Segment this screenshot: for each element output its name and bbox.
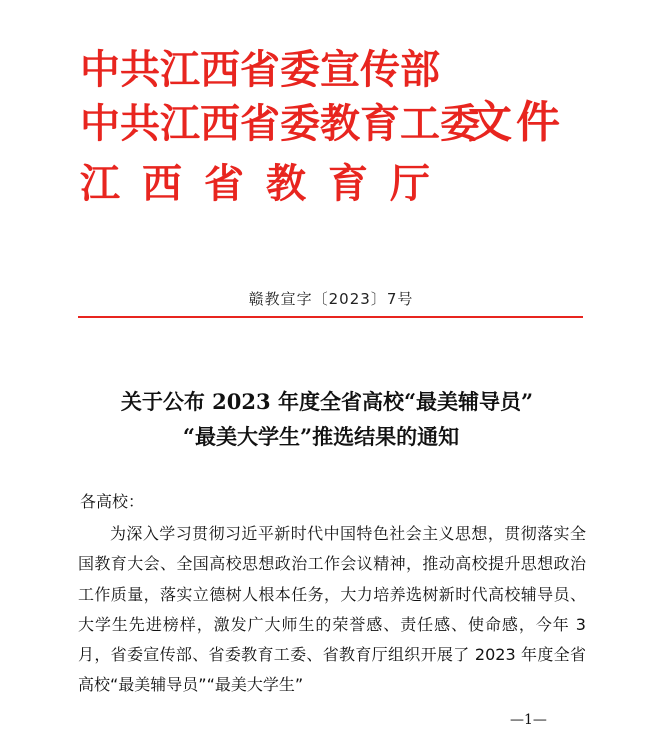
- issuer-line-education-committee: 中共江西省委教育工委: [80, 100, 480, 147]
- document-title-line-2: “最美大学生”推选结果的通知: [182, 424, 460, 449]
- issuer-line-education-dept: 江西省教育厅: [80, 160, 452, 207]
- document-number: 赣教宣字〔2023〕7号: [248, 290, 414, 308]
- document-title-line-1: 关于公布 2023 年度全省高校“最美辅导员”: [120, 389, 534, 414]
- body-paragraph: 为深入学习贯彻习近平新时代中国特色社会主义思想，贯彻落实全国教育大会、全国高校思想政治工作会议精神，推动高校提升思想政治工作质量，落实立德树人根本任务，大力培养选树新时代高校辅导员、大学生先进榜样，激发广大师生的荣誉感、责任感、使命感，今年 3 月，省委宣传部、省委教育工委、省教育厅组织开展了 2023 年度全省高校“最美辅导员”“最美大学生”: [78, 524, 586, 695]
- doc-type-label: 文件: [468, 97, 564, 148]
- page-number: —1—: [510, 712, 547, 728]
- red-header-divider: [78, 316, 583, 318]
- salutation: 各高校：: [80, 492, 145, 511]
- issuer-line-propaganda-dept: 中共江西省委宣传部: [80, 46, 440, 93]
